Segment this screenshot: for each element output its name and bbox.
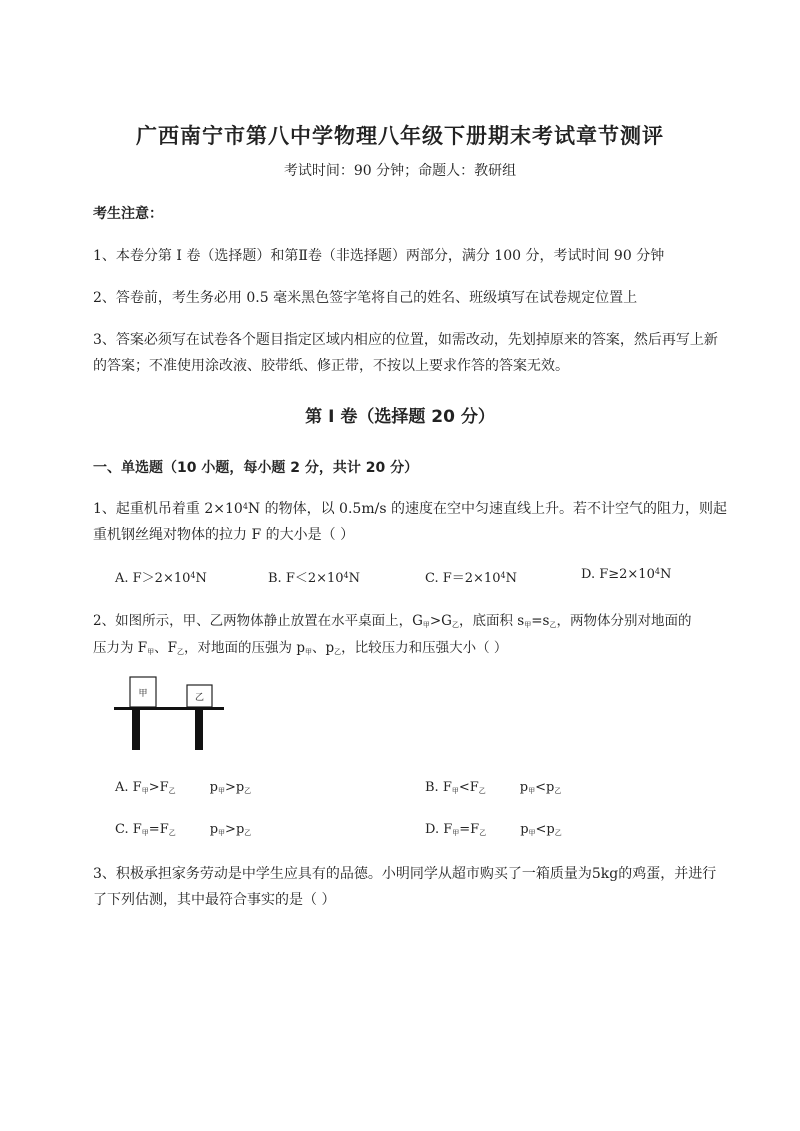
subscript: 甲 (524, 621, 532, 629)
option-text: B. F＜2×10 (268, 571, 344, 586)
subscript: 乙 (479, 829, 487, 837)
question-2-line-2 (93, 636, 507, 657)
q2-option-b[interactable] (425, 780, 561, 796)
subscript: 甲 (528, 787, 536, 795)
q2-text: ，底面积 s (458, 613, 525, 629)
option-text: N (505, 571, 517, 586)
q2-text: 、p (311, 640, 335, 656)
subscript: 乙 (478, 787, 486, 795)
option-text: N (348, 571, 361, 586)
subscript: 乙 (549, 621, 557, 629)
q1-option-b[interactable] (268, 567, 360, 586)
q2-text: ，两物体分别对地面的 (556, 613, 692, 629)
subscript: 乙 (554, 787, 562, 795)
option-text: =F (148, 822, 169, 837)
question-3-line-2: 了下列估测，其中最符合事实的是（ ） (93, 892, 336, 908)
subscript: 甲 (304, 648, 312, 656)
option-text: F (132, 780, 142, 795)
subscript: 乙 (177, 648, 185, 656)
option-text: F (442, 780, 452, 795)
block-yi-label: 乙 (194, 693, 205, 703)
notice-item: 1、本卷分第 I 卷（选择题）和第Ⅱ卷（非选择题）两部分，满分 100 分，考试时间 90 分钟 (93, 248, 665, 264)
subscript: 甲 (217, 787, 225, 795)
subscript: 乙 (334, 648, 342, 656)
subscript: 乙 (168, 787, 176, 795)
option-text: F (132, 822, 142, 837)
subscript: 甲 (451, 787, 459, 795)
option-text: >p (224, 780, 245, 795)
q2-option-a[interactable] (115, 780, 251, 796)
subscript: 甲 (218, 829, 226, 837)
q2-option-c[interactable] (115, 822, 251, 838)
table-leg-right (195, 710, 203, 750)
notice-heading: 考生注意： (93, 206, 163, 222)
block-jia-label: 甲 (138, 689, 148, 699)
q1-option-d[interactable] (581, 567, 671, 582)
option-text: p (209, 822, 219, 837)
question-2-line-1 (93, 609, 691, 630)
subscript: 甲 (422, 621, 430, 629)
q1-option-c[interactable] (425, 567, 517, 586)
q2-text: ，对地面的压强为 p (184, 640, 305, 656)
option-text: <F (458, 780, 479, 795)
option-label: A. (115, 780, 129, 795)
q2-text: 2、如图所示，甲、乙两物体静止放置在水平桌面上，G (93, 613, 423, 629)
subscript: 乙 (244, 829, 252, 837)
option-label: D. (425, 822, 440, 837)
subscript: 乙 (554, 829, 562, 837)
table-leg-left (132, 710, 140, 750)
option-text: p (209, 780, 218, 795)
notice-item: 2、答卷前，考生务必用 0.5 毫米黑色签字笔将自己的姓名、班级填写在试卷规定位置上 (93, 290, 638, 306)
notice-item: 的答案；不准使用涂改液、胶带纸、修正带，不按以上要求作答的答案无效。 (93, 358, 569, 374)
option-text: p (520, 822, 529, 837)
page-title: 广西南宁市第八中学物理八年级下册期末考试章节测评 (136, 124, 664, 148)
q2-text: ，比较压力和压强大小（ ） (341, 640, 508, 656)
option-label: C. (115, 822, 129, 837)
q2-option-d[interactable] (425, 822, 562, 838)
question-3-line-1: 3、积极承担家务劳动是中学生应具有的品德。小明同学从超市购买了一箱质量为5kg的鸡蛋，并进行 (93, 866, 717, 882)
subscript: 乙 (244, 787, 252, 795)
option-text: p (519, 780, 529, 795)
option-text: A. F＞2×10 (115, 571, 191, 586)
option-text: <p (535, 780, 555, 795)
q1-option-a[interactable] (115, 567, 207, 586)
option-exponent: 4 (343, 571, 349, 580)
option-text: C. F＝2×10 (425, 571, 501, 586)
question-1-line-2: 重机钢丝绳对物体的拉力 F 的大小是（ ） (93, 527, 355, 543)
option-text: F (443, 822, 453, 837)
option-text: =F (459, 822, 480, 837)
subscript: 甲 (141, 787, 149, 795)
option-text: >F (148, 780, 169, 795)
q1-text: N 的物体，以 0.5m/s 的速度在空中匀速直线上升。若不计空气的阻力，则起 (247, 501, 727, 517)
subscript: 乙 (168, 829, 176, 837)
q2-text: =s (531, 613, 550, 629)
option-text: D. F≥2×10 (581, 567, 655, 582)
q2-text: >G (429, 613, 452, 629)
option-label: B. (425, 780, 439, 795)
subscript: 甲 (528, 829, 536, 837)
option-text: N (659, 567, 672, 582)
option-text: <p (535, 822, 555, 837)
q1-exponent: 4 (242, 502, 248, 511)
option-text: >p (225, 822, 245, 837)
option-exponent: 4 (190, 571, 196, 580)
table-top (114, 707, 224, 710)
table-figure (112, 675, 227, 755)
q2-text: 压力为 F (93, 640, 148, 656)
subscript: 乙 (451, 621, 459, 629)
question-1-line-1 (93, 498, 727, 518)
notice-item: 3、答案必须写在试卷各个题目指定区域内相应的位置，如需改动，先划掉原来的答案，然后再写上新 (93, 332, 718, 348)
option-exponent: 4 (500, 571, 506, 580)
subscript: 甲 (147, 648, 155, 656)
option-text: N (195, 571, 207, 586)
part-heading: 一、单选题（10 小题，每小题 2 分，共计 20 分） (93, 460, 419, 476)
option-exponent: 4 (654, 567, 660, 576)
section-title: 第 I 卷（选择题 20 分） (305, 407, 495, 427)
q1-text: 1、起重机吊着重 2×10 (93, 501, 243, 517)
exam-info: 考试时间：90 分钟；命题人：教研组 (283, 163, 517, 179)
q2-text: 、F (154, 640, 178, 656)
subscript: 甲 (141, 829, 149, 837)
subscript: 甲 (452, 829, 460, 837)
